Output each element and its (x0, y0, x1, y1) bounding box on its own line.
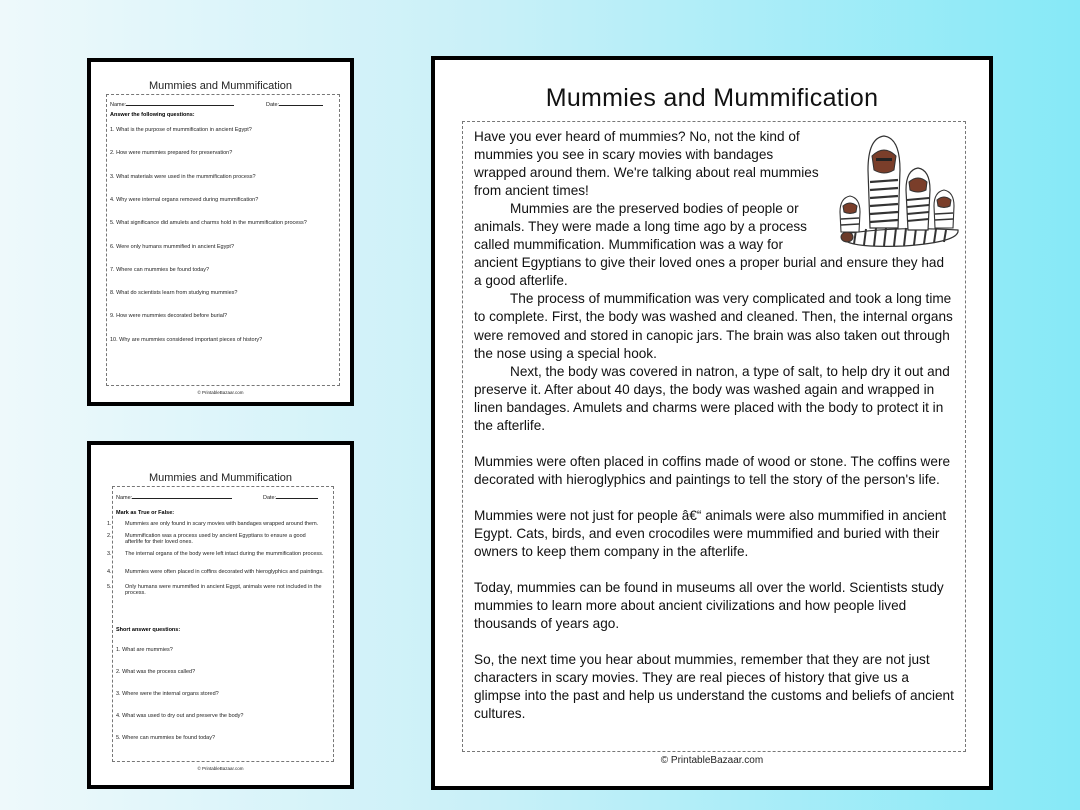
copyright-text: © PrintableBazaar.com (660, 755, 764, 766)
page-title: Mummies and Mummification (545, 84, 879, 112)
question-item: 2. How were mummies prepared for preservation? (110, 150, 233, 157)
date-line: Date: (266, 100, 323, 108)
passage-border (462, 121, 966, 752)
short-answer-item: 3. Where were the internal organs stored? (116, 691, 219, 697)
paragraph: Today, mummies can be found in museums all over the world. Scientists study mummies to learn more about ancient civilizations and how people lived thousands of years ago. (474, 580, 944, 632)
worksheet-title: Mummies and Mummification (148, 472, 293, 484)
name-line: Name: (110, 100, 234, 108)
paragraph: Mummies are the preserved bodies of people or animals. They were made a long time ago by a process called mummification. Mummification was a way for ancient Egyptians to give their loved ones a proper burial and ensure they had a good afterlife. (474, 201, 945, 289)
short-answer-item: 1. What are mummies? (116, 647, 173, 653)
question-item: 7. Where can mummies be found today? (110, 266, 210, 273)
question-item: 6. Were only humans mummified in ancient Egypt? (110, 243, 235, 250)
name-line: Name: (116, 493, 232, 501)
true-false-text: Mummies are only found in scary movies with bandages wrapped around them. (125, 521, 319, 527)
reading-passage-sheet (431, 56, 993, 790)
question-item: 8. What do scientists learn from studying mummies? (110, 290, 238, 297)
true-false-text: Only humans were mummified in ancient Egypt, animals were not included in the process. (125, 584, 322, 597)
short-answer-label: Short answer questions: (116, 627, 181, 633)
worksheet-preview-true-false[interactable] (87, 441, 354, 789)
short-answer-item: 2. What was the process called? (116, 669, 196, 675)
worksheet-border (107, 486, 334, 762)
true-false-text: The internal organs of the body were left intact during the mummification process. (125, 551, 324, 557)
short-answer-item: 4. What was used to dry out and preserve the body? (116, 713, 244, 719)
date-line: Date: (263, 493, 318, 501)
worksheet-border (106, 94, 340, 386)
true-false-item: 3. The internal organs of the body were left intact during the mummification process. (107, 551, 324, 557)
question-item: 10. Why are mummies considered important pieces of history? (110, 336, 263, 343)
true-false-item: 4. Mummies were often placed in coffins decorated with hieroglyphics and paintings. (107, 569, 324, 575)
worksheet-preview-questions[interactable] (87, 58, 354, 406)
true-false-text: Mummification was a process used by ancient Egyptians to ensure a good afterlife for their loved ones. (125, 533, 306, 546)
paragraph: Mummies were often placed in coffins made of wood or stone. The coffins were decorated with hieroglyphics and paintings to tell the story of the person's life. (474, 453, 951, 487)
question-item: 5. What significance did amulets and charms hold in the mummification process? (110, 220, 307, 227)
worksheet-title: Mummies and Mummification (148, 80, 293, 92)
paragraph: Have you ever heard of mummies? No, not the kind of mummies you see in scary movies with bandages wrapped around them. We're talking about real mummies from ancient times! (474, 129, 819, 199)
question-item: 1. What is the purpose of mummification in ancient Egypt? (110, 127, 252, 133)
true-false-text: Mummies were often placed in coffins decorated with hieroglyphics and paintings. (125, 569, 324, 575)
worksheet-copyright: © PrintableBazaar.com (197, 766, 244, 771)
true-false-item: 2. Mummification was a process used by ancient Egyptians to ensure a good afterlife for their loved ones. (107, 533, 306, 546)
question-item: 9. How were mummies decorated before burial? (110, 313, 228, 320)
mummies-illustration-icon (834, 130, 962, 248)
paragraph: So, the next time you hear about mummies, remember that they are not just characters in scary movies. They are real pieces of history that give us a glimpse into the past and help us understand the customs and beliefs of ancient cultures. (474, 652, 954, 722)
paragraph: The process of mummification was very complicated and took a long time to complete. First, the body was washed and cleaned. Then, the internal organs were removed and stored in canopic jars. The brain was also taken out through the nose using a special hook. (474, 291, 953, 361)
question-item: 3. What materials were used in the mummification process? (110, 173, 256, 180)
paragraph: Mummies were not just for people â€“ animals were also mummified in ancient Egypt. Cats, birds, and even crocodiles were mummified and buried with their owners to keep them company in the afterlife. (474, 507, 947, 559)
passage-text (474, 128, 954, 723)
worksheet-copyright: © PrintableBazaar.com (197, 390, 244, 395)
question-item: 4. Why were internal organs removed during mummification? (110, 196, 259, 203)
instructions-label: Answer the following questions: (110, 112, 195, 118)
true-false-item: 5. Only humans were mummified in ancient Egypt, animals were not included in the process. (107, 584, 322, 597)
true-false-item: 1. Mummies are only found in scary movies with bandages wrapped around them. (107, 521, 319, 527)
paragraph: Next, the body was covered in natron, a type of salt, to help dry it out and preserve it. After about 40 days, the body was washed again and wrapped in linen bandages. Amulets and charms were placed with the body to protect it in the afterlife. (474, 363, 950, 433)
short-answer-item: 5. Where can mummies be found today? (116, 735, 216, 741)
true-false-label: Mark as True or False: (116, 510, 175, 516)
